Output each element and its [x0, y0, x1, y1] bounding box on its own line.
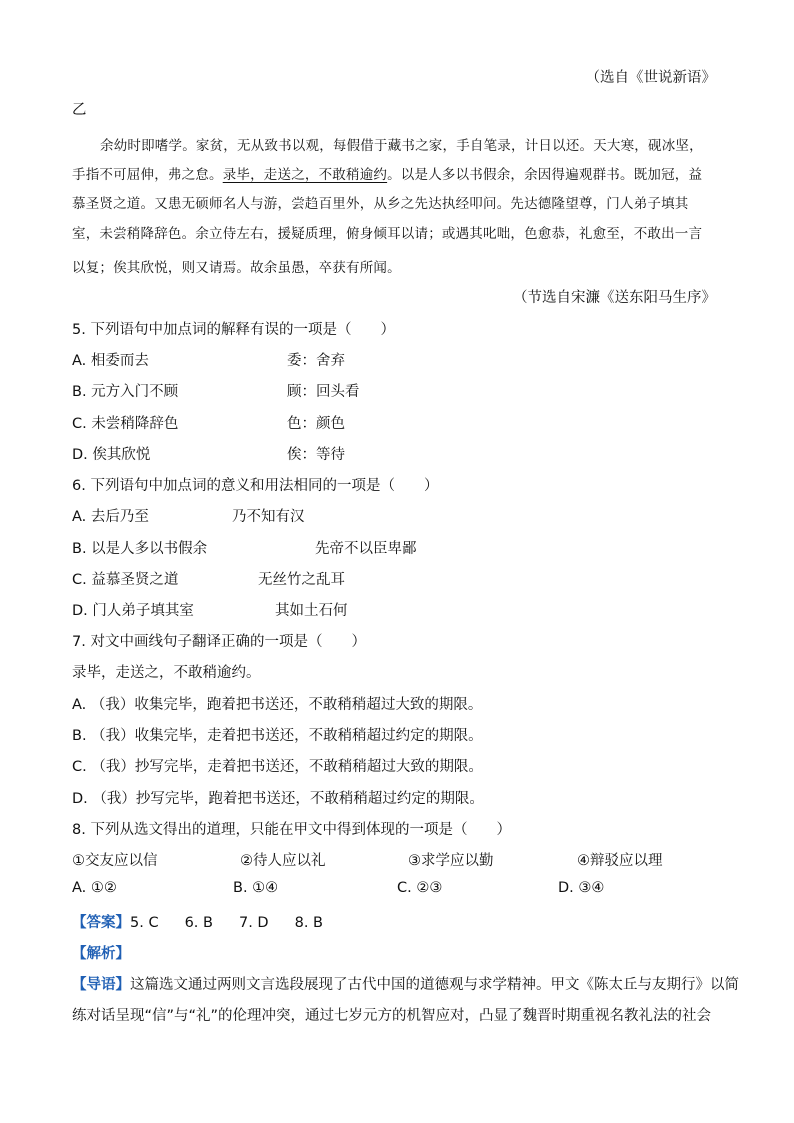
q6-option-c: C. 益慕圣贤之道: [72, 572, 179, 588]
q8-item-4: ④辩驳应以理: [577, 853, 663, 869]
q6-stem: 6. 下列语句中加点词的意义和用法相同的一项是（ ）: [72, 478, 439, 494]
guide-line-2: 练对话呈现“信”与“礼”的伦理冲突，通过七岁元方的机智应对，凸显了魏晋时期重视名教礼法的社会: [72, 1008, 712, 1024]
q8-item-3: ③求学应以勤: [408, 853, 494, 869]
answer-label: 【答案】: [72, 915, 130, 931]
analysis-label: 【解析】: [72, 946, 130, 962]
guide-label: 【导语】: [72, 977, 130, 993]
q8-option-c: C. ②③: [397, 880, 443, 896]
q8-item-1: ①交友应以信: [72, 853, 158, 869]
answer-8: 8. B: [294, 915, 323, 931]
q8-item-2: ②待人应以礼: [240, 853, 326, 869]
q5-option-b-gloss: 顾：回头看: [287, 384, 360, 400]
answer-row: [72, 911, 323, 932]
q6-option-b-compare: 先帝不以臣卑鄙: [315, 541, 417, 557]
guide-line-1: [72, 973, 739, 994]
passage-b-line-4: 室，未尝稍降辞色。余立侍左右，援疑质理，俯身倾耳以请；或遇其叱咄，色愈恭，礼愈至，不敢出一言: [72, 226, 703, 242]
q8-option-a: A. ①②: [72, 880, 117, 896]
answer-5: 5. C: [130, 915, 159, 931]
q7-option-a: A. （我）收集完毕，跑着把书送还，不敢稍稍超过大致的期限。: [72, 697, 483, 713]
passage-b-line-2: [72, 163, 702, 183]
passage-b-line-2-post: 。以是人多以书假余，余因得遍观群书。既加冠，益: [387, 167, 703, 183]
q5-option-a: A. 相委而去: [72, 353, 149, 369]
q7-stem: 7. 对文中画线句子翻译正确的一项是（ ）: [72, 634, 366, 650]
q6-option-b: B. 以是人多以书假余: [72, 541, 208, 557]
q7-option-b: B. （我）收集完毕，走着把书送还，不敢稍稍超过约定的期限。: [72, 728, 483, 744]
q6-option-d: D. 门人弟子填其室: [72, 603, 194, 619]
q8-option-b: B. ①④: [233, 880, 279, 896]
q6-option-a-compare: 乃不知有汉: [232, 509, 305, 525]
guide-text-1: 这篇选文通过两则文言选段展现了古代中国的道德观与求学精神。甲文《陈太丘与友期行》以简: [130, 977, 739, 993]
q8-option-d: D. ③④: [558, 880, 605, 896]
source-b: （节选自宋濂《送东阳马生序》: [513, 290, 716, 306]
q6-option-a: A. 去后乃至: [72, 509, 149, 525]
answer-6: 6. B: [184, 915, 213, 931]
section-b-label: 乙: [72, 102, 87, 118]
passage-b-line-3: 慕圣贤之道。又患无硕师名人与游，尝趋百里外，从乡之先达执经叩问。先达德隆望尊，门人弟子填其: [72, 196, 689, 212]
q5-option-d: D. 俟其欣悦: [72, 447, 151, 463]
q5-stem: 5. 下列语句中加点词的解释有误的一项是（ ）: [72, 322, 395, 338]
answer-7: 7. D: [238, 915, 269, 931]
q7-sentence: 录毕，走送之，不敢稍逾约。: [72, 665, 261, 681]
passage-b-line-5: 以复；俟其欣悦，则又请焉。故余虽愚，卒获有所闻。: [72, 260, 401, 276]
q5-option-c: C. 未尝稍降辞色: [72, 416, 179, 432]
q5-option-d-gloss: 俟：等待: [287, 447, 345, 463]
q6-option-d-compare: 其如土石何: [275, 603, 348, 619]
passage-b-line-2-pre: 手指不可屈伸，弗之怠。: [72, 167, 223, 183]
q8-stem: 8. 下列从选文得出的道理，只能在甲文中得到体现的一项是（ ）: [72, 822, 511, 838]
passage-b-line-1: 余幼时即嗜学。家贫，无从致书以观，每假借于藏书之家，手自笔录，计日以还。天大寒，砚冰坚，: [100, 138, 703, 154]
source-a: （选自《世说新语》: [585, 70, 716, 86]
q5-option-a-gloss: 委：舍弃: [287, 353, 345, 369]
q7-option-c: C. （我）抄写完毕，走着把书送还，不敢稍稍超过大致的期限。: [72, 759, 483, 775]
q5-option-b: B. 元方入门不顾: [72, 384, 179, 400]
underlined-sentence: 录毕，走送之，不敢稍逾约: [222, 167, 388, 183]
q6-option-c-compare: 无丝竹之乱耳: [258, 572, 345, 588]
q7-option-d: D. （我）抄写完毕，跑着把书送还，不敢稍稍超过约定的期限。: [72, 791, 484, 807]
q5-option-c-gloss: 色：颜色: [287, 416, 345, 432]
